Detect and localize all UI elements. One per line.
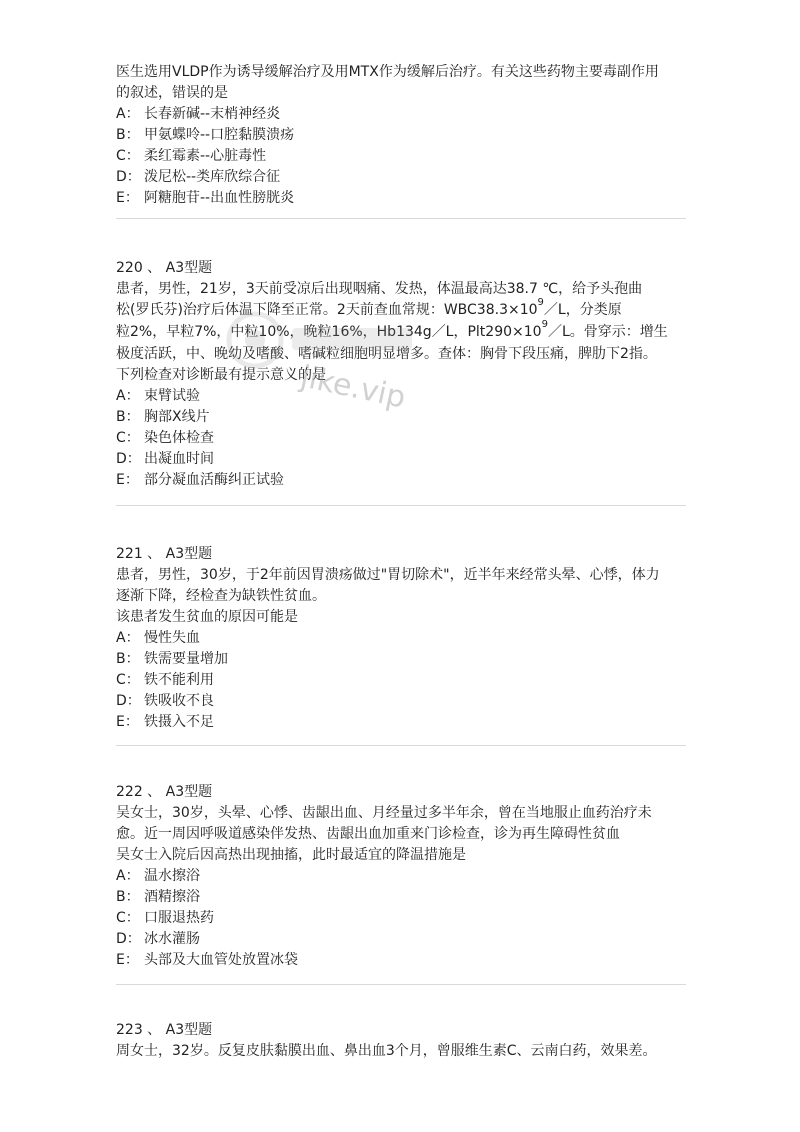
question-stem: 吴女士，30岁，头晕、心悸、齿龈出血、月经量过多半年余，曾在当地服止血药治疗未	[116, 805, 652, 821]
question-220	[116, 258, 688, 491]
question-219	[116, 62, 688, 209]
question-stem: 愈。近一周因呼吸道感染伴发热、齿龈出血加重来门诊检查，诊为再生障碍性贫血	[116, 826, 620, 842]
question-header: 222 、 A3型题	[116, 784, 213, 800]
option-a[interactable]: A： 慢性失血	[116, 630, 200, 646]
option-d[interactable]: D： 出凝血时间	[116, 451, 214, 467]
question-stem: 松(罗氏芬)治疗后体温下降至正常。2天前查血常规：$WBC38.3\times 10^9/L$，分类原	[116, 297, 622, 318]
option-c[interactable]: C： 柔红霉素--心脏毒性	[116, 148, 267, 164]
question-header: 221 、 A3型题	[116, 546, 213, 562]
option-c[interactable]: C： 口服退热药	[116, 910, 214, 926]
option-b[interactable]: B： 甲氨蝶呤--口腔黏膜溃疡	[116, 127, 295, 143]
question-223	[116, 1020, 688, 1062]
option-b[interactable]: B： 胸部X线片	[116, 409, 210, 425]
question-stem: 医生选用VLDP作为诱导缓解治疗及用MTX作为缓解后治疗。有关这些药物主要毒副作用	[116, 64, 659, 80]
option-c[interactable]: C： 染色体检查	[116, 430, 214, 446]
option-a[interactable]: A： 长春新碱--末梢神经炎	[116, 106, 281, 122]
divider	[116, 984, 686, 985]
option-b[interactable]: B： 酒精擦浴	[116, 889, 200, 905]
option-e[interactable]: E： 头部及大血管处放置冰袋	[116, 952, 298, 968]
divider	[116, 505, 686, 506]
question-prompt: 下列检查对诊断最有提示意义的是	[116, 367, 326, 383]
option-d[interactable]: D： 泼尼松--类库欣综合征	[116, 169, 281, 185]
watermark-text: jike.vip	[297, 359, 409, 416]
option-a[interactable]: A： 束臂试验	[116, 388, 200, 404]
question-header: 223 、 A3型题	[116, 1022, 213, 1038]
question-header: 220 、 A3型题	[116, 260, 213, 276]
question-stem: 周女士，32岁。反复皮肤黏膜出血、鼻出血3个月，曾服维生素C、云南白药，效果差。	[116, 1043, 657, 1059]
question-stem: 逐渐下降，经检查为缺铁性贫血。	[116, 588, 326, 604]
option-e[interactable]: E： 阿糖胞苷--出血性膀胱炎	[116, 190, 295, 206]
question-stem: 极度活跃，中、晚幼及嗜酸、嗜碱粒细胞明显增多。查体：胸骨下段压痛，脾肋下2指。	[116, 346, 657, 362]
question-stem: 患者，男性，21岁，3天前受凉后出现咽痛、发热，体温最高达38.7 ℃，给予头孢曲	[116, 281, 643, 297]
option-e[interactable]: E： 部分凝血活酶纠正试验	[116, 472, 284, 488]
option-a[interactable]: A： 温水擦浴	[116, 868, 200, 884]
divider	[116, 218, 686, 219]
question-221	[116, 544, 688, 733]
option-b[interactable]: B： 铁需要量增加	[116, 651, 228, 667]
option-d[interactable]: D： 冰水灌肠	[116, 931, 200, 947]
option-d[interactable]: D： 铁吸收不良	[116, 693, 214, 709]
question-stem: 的叙述，错误的是	[116, 85, 228, 101]
question-stem: 粒2%，早粒7%，中粒10%，晚粒16%，Hb134g／L，$Plt290\times 10^9/L$。骨穿示：增生	[116, 319, 668, 340]
question-prompt: 该患者发生贫血的原因可能是	[116, 609, 298, 625]
divider	[116, 745, 686, 746]
option-e[interactable]: E： 铁摄入不足	[116, 714, 214, 730]
question-222	[116, 782, 688, 971]
question-stem: 患者，男性，30岁，于2年前因胃溃疡做过"胃切除术"，近半年来经常头晕、心悸，体力	[116, 567, 660, 583]
question-prompt: 吴女士入院后因高热出现抽搐，此时最适宜的降温措施是	[116, 847, 466, 863]
option-c[interactable]: C： 铁不能利用	[116, 672, 214, 688]
